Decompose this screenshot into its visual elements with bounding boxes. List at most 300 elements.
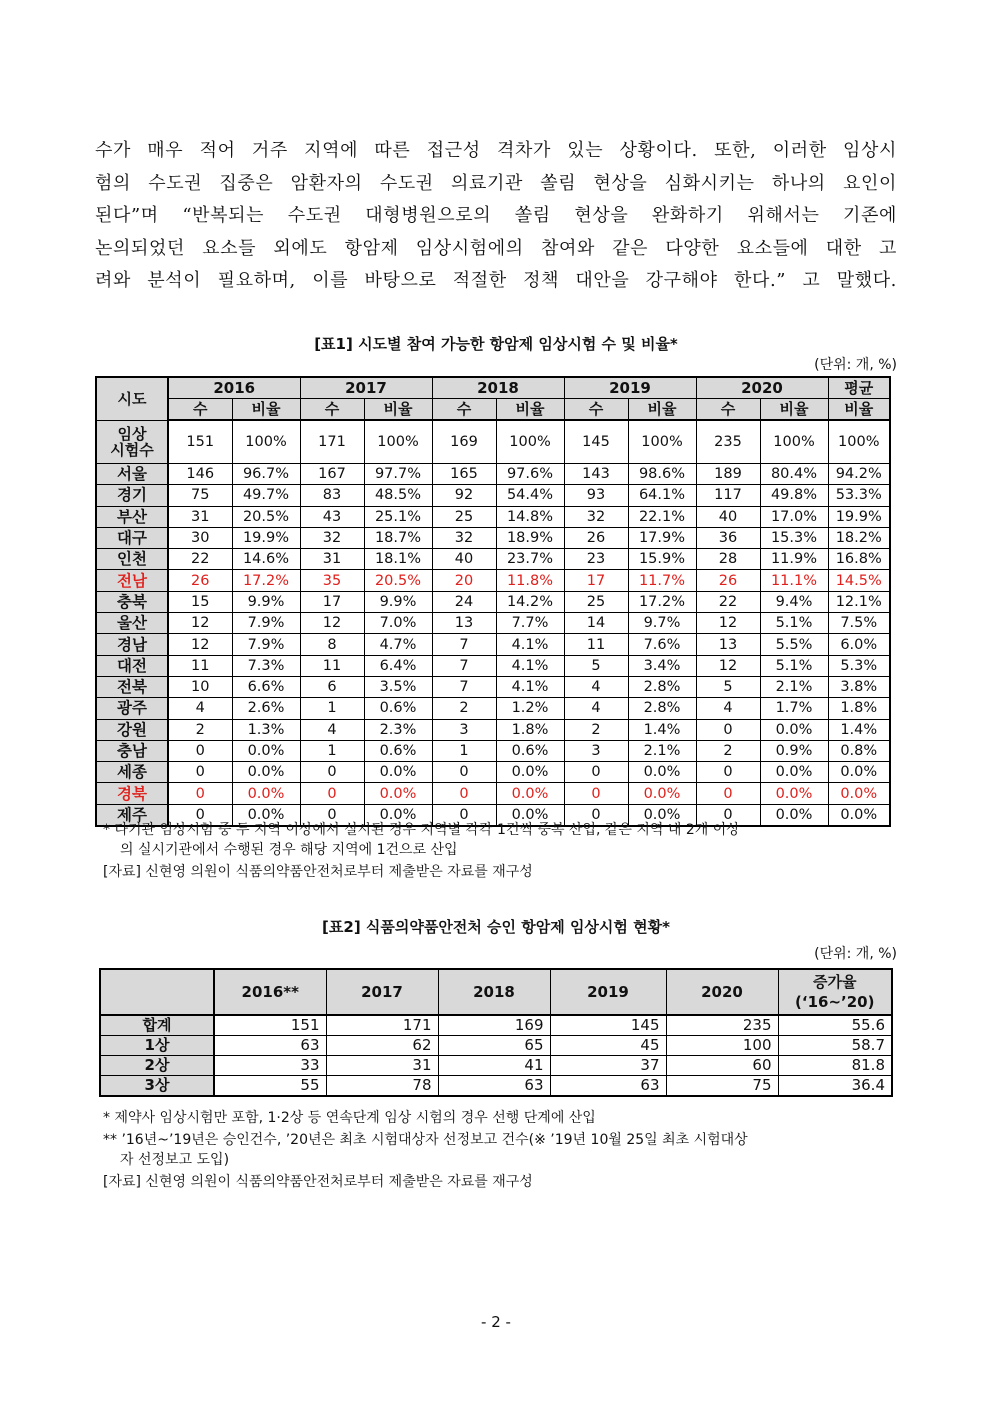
- paragraph-line: 수가 매우 적어 거주 지역에 따른 접근성 격차가 있는 상황이다. 또한, 이러한 임상시: [95, 140, 897, 161]
- cell: 6.4%: [364, 655, 432, 676]
- cell: 64.1%: [628, 485, 696, 506]
- cell: 6.6%: [232, 676, 300, 697]
- cell: 22: [696, 591, 760, 612]
- growth-rate-header: 증가율 (‘16~’20): [778, 969, 892, 1015]
- cell: 4: [300, 719, 364, 740]
- year-header: 2020: [666, 969, 778, 1015]
- cell: 0.0%: [828, 783, 890, 804]
- cell: 0: [696, 762, 760, 783]
- count-subheader: 수: [564, 399, 628, 421]
- cell: 9.4%: [760, 591, 828, 612]
- cell: 18.9%: [496, 527, 564, 548]
- cell: 14.2%: [496, 591, 564, 612]
- cell: 0.0%: [232, 762, 300, 783]
- cell: 11: [564, 634, 628, 655]
- cell: 17.2%: [628, 591, 696, 612]
- cell: 0.0%: [496, 762, 564, 783]
- table-row: [100, 1015, 892, 1036]
- table-row: [96, 762, 890, 783]
- cell: 3: [564, 740, 628, 761]
- table2-source: [자료] 신현영 의원이 식품의약품안전처로부터 제출받은 자료를 재구성: [103, 1174, 533, 1190]
- cell: 26: [564, 527, 628, 548]
- row-label: 경기: [96, 485, 168, 506]
- ratio-subheader: 비율: [628, 399, 696, 421]
- cell: 31: [326, 1056, 438, 1076]
- cell: 0.0%: [760, 762, 828, 783]
- cell: 1.3%: [232, 719, 300, 740]
- cell: 0.0%: [232, 783, 300, 804]
- row-label: 합계: [100, 1015, 214, 1036]
- table-row: [96, 719, 890, 740]
- cell: 43: [300, 506, 364, 527]
- cell: 0.0%: [760, 804, 828, 826]
- cell: 0: [168, 740, 232, 761]
- cell: 167: [300, 464, 364, 485]
- cell: 49.7%: [232, 485, 300, 506]
- cell: 7.9%: [232, 634, 300, 655]
- table1-note: * 다기관 임상시험 중 두 지역 이상에서 실시된 경우 지역별 각각 1건씩 중복 산입, 같은 지역 내 2개 이상: [103, 822, 740, 838]
- row-label: 대전: [96, 655, 168, 676]
- table2-header-row: [100, 969, 892, 1015]
- cell: 1: [300, 698, 364, 719]
- cell: 0: [696, 783, 760, 804]
- table1-source: [자료] 신현영 의원이 식품의약품안전처로부터 제출받은 자료를 재구성: [103, 864, 533, 880]
- cell: 0: [432, 762, 496, 783]
- cell: 9.9%: [364, 591, 432, 612]
- cell: 0.6%: [496, 740, 564, 761]
- cell: 151: [168, 420, 232, 464]
- cell: 143: [564, 464, 628, 485]
- cell: 14.8%: [496, 506, 564, 527]
- ratio-subheader: 비율: [364, 399, 432, 421]
- cell: 15: [168, 591, 232, 612]
- table-row: [96, 676, 890, 697]
- cell: 7.5%: [828, 613, 890, 634]
- table-row: [96, 634, 890, 655]
- cell: 16.8%: [828, 549, 890, 570]
- cell: 4.1%: [496, 676, 564, 697]
- avg-header: 평균: [828, 377, 890, 399]
- cell: 189: [696, 464, 760, 485]
- cell: 93: [564, 485, 628, 506]
- cell: 18.1%: [364, 549, 432, 570]
- cell: 33: [214, 1056, 326, 1076]
- cell: 0.0%: [760, 783, 828, 804]
- cell: 78: [326, 1076, 438, 1097]
- cell: 0.0%: [232, 804, 300, 826]
- cell: 49.8%: [760, 485, 828, 506]
- cell: 3.8%: [828, 676, 890, 697]
- table1-subheader-row: [96, 399, 890, 421]
- cell: 13: [696, 634, 760, 655]
- row-label: 임상 시험수: [96, 420, 168, 464]
- table-row: [96, 698, 890, 719]
- cell: 2: [168, 719, 232, 740]
- table-row: [96, 527, 890, 548]
- cell: 98.6%: [628, 464, 696, 485]
- cell: 0.0%: [828, 804, 890, 826]
- cell: 169: [438, 1015, 550, 1036]
- cell: 17.9%: [628, 527, 696, 548]
- cell: 12: [696, 655, 760, 676]
- cell: 0.0%: [496, 783, 564, 804]
- row-label: 전남: [96, 570, 168, 591]
- table-row: [96, 420, 890, 464]
- table1-unit: (단위: 개, %): [814, 357, 897, 373]
- cell: 6.0%: [828, 634, 890, 655]
- cell: 7.7%: [496, 613, 564, 634]
- cell: 0.0%: [232, 740, 300, 761]
- cell: 15.3%: [760, 527, 828, 548]
- table-row: [96, 783, 890, 804]
- cell: 3.5%: [364, 676, 432, 697]
- table2-title: [표2] 식품의약품안전처 승인 항암제 임상시험 현황*: [322, 918, 670, 936]
- cell: 36: [696, 527, 760, 548]
- table-row: [96, 613, 890, 634]
- table1-body: [96, 420, 890, 826]
- row-label: 인천: [96, 549, 168, 570]
- cell: 5.1%: [760, 655, 828, 676]
- cell: 171: [326, 1015, 438, 1036]
- cell: 6: [300, 676, 364, 697]
- cell: 2.8%: [628, 698, 696, 719]
- table-row: [100, 1076, 892, 1097]
- cell: 58.7: [778, 1036, 892, 1056]
- cell: 0.9%: [760, 740, 828, 761]
- cell: 12: [168, 634, 232, 655]
- ratio-subheader: 비율: [760, 399, 828, 421]
- table-row: [96, 464, 890, 485]
- cell: 97.7%: [364, 464, 432, 485]
- year-header: 2019: [564, 377, 696, 399]
- cell: 151: [214, 1015, 326, 1036]
- table-row: [100, 1036, 892, 1056]
- cell: 60: [666, 1056, 778, 1076]
- row-label: 세종: [96, 762, 168, 783]
- cell: 35: [300, 570, 364, 591]
- cell: 0: [168, 804, 232, 826]
- cell: 0: [300, 762, 364, 783]
- cell: 0: [564, 804, 628, 826]
- cell: 4: [564, 676, 628, 697]
- paragraph-line: 된다”며 “반복되는 수도권 대형병원으로의 쏠림 현상을 완화하기 위해서는 기존에: [95, 205, 897, 227]
- row-label: 제주: [96, 804, 168, 826]
- cell: 1: [432, 740, 496, 761]
- table2-note: * 제약사 임상시험만 포함, 1·2상 등 연속단계 임상 시험의 경우 선행 단계에 산입: [103, 1110, 596, 1126]
- table1-corner: 시도: [96, 377, 168, 420]
- cell: 12: [300, 613, 364, 634]
- cell: 169: [432, 420, 496, 464]
- row-label: 경남: [96, 634, 168, 655]
- table2-note2: ** ’16년~’19년은 승인건수, ’20년은 최초 시험대상자 선정보고 건수(※ ’19년 10월 25일 최초 시험대상: [103, 1132, 748, 1148]
- table1-title: [표1] 시도별 참여 가능한 항암제 임상시험 수 및 비율*: [314, 335, 678, 353]
- table-row: [96, 740, 890, 761]
- cell: 96.7%: [232, 464, 300, 485]
- cell: 146: [168, 464, 232, 485]
- row-label: 1상: [100, 1036, 214, 1056]
- cell: 55.6: [778, 1015, 892, 1036]
- cell: 12: [696, 613, 760, 634]
- cell: 75: [666, 1076, 778, 1097]
- cell: 3: [432, 719, 496, 740]
- cell: 0: [432, 804, 496, 826]
- cell: 92: [432, 485, 496, 506]
- ratio-subheader: 비율: [496, 399, 564, 421]
- row-label: 강원: [96, 719, 168, 740]
- avg-ratio-subheader: 비율: [828, 399, 890, 421]
- cell: 7.0%: [364, 613, 432, 634]
- cell: 9.7%: [628, 613, 696, 634]
- cell: 45: [550, 1036, 666, 1056]
- cell: 10: [168, 676, 232, 697]
- cell: 36.4: [778, 1076, 892, 1097]
- cell: 2.6%: [232, 698, 300, 719]
- table2-note2-cont: 자 선정보고 도입): [120, 1152, 230, 1168]
- cell: 18.2%: [828, 527, 890, 548]
- row-label: 서울: [96, 464, 168, 485]
- cell: 1.4%: [628, 719, 696, 740]
- cell: 5: [564, 655, 628, 676]
- cell: 25: [564, 591, 628, 612]
- cell: 2.3%: [364, 719, 432, 740]
- cell: 18.7%: [364, 527, 432, 548]
- cell: 17: [300, 591, 364, 612]
- cell: 20.5%: [364, 570, 432, 591]
- table-row: [96, 549, 890, 570]
- cell: 5: [696, 676, 760, 697]
- row-label: 충북: [96, 591, 168, 612]
- table1: [95, 376, 891, 827]
- row-label: 2상: [100, 1056, 214, 1076]
- cell: 11.7%: [628, 570, 696, 591]
- cell: 9.9%: [232, 591, 300, 612]
- paragraph-line: 험의 수도권 집중은 암환자의 수도권 의료기관 쏠림 현상을 심화시키는 하나의 요인이: [95, 172, 897, 194]
- cell: 2: [696, 740, 760, 761]
- cell: 3.4%: [628, 655, 696, 676]
- table-row: [96, 570, 890, 591]
- cell: 0.0%: [364, 762, 432, 783]
- row-label: 3상: [100, 1076, 214, 1097]
- cell: 0.0%: [496, 804, 564, 826]
- cell: 171: [300, 420, 364, 464]
- cell: 19.9%: [828, 506, 890, 527]
- cell: 31: [168, 506, 232, 527]
- cell: 7: [432, 634, 496, 655]
- cell: 1.7%: [760, 698, 828, 719]
- cell: 26: [168, 570, 232, 591]
- cell: 11.8%: [496, 570, 564, 591]
- cell: 81.8: [778, 1056, 892, 1076]
- table-row: [100, 1056, 892, 1076]
- cell: 4: [696, 698, 760, 719]
- year-header: 2019: [550, 969, 666, 1015]
- cell: 7.3%: [232, 655, 300, 676]
- count-subheader: 수: [432, 399, 496, 421]
- cell: 14.6%: [232, 549, 300, 570]
- cell: 0.6%: [364, 698, 432, 719]
- cell: 100%: [628, 420, 696, 464]
- row-label: 부산: [96, 506, 168, 527]
- cell: 55: [214, 1076, 326, 1097]
- cell: 7.6%: [628, 634, 696, 655]
- year-header: 2016**: [214, 969, 326, 1015]
- cell: 145: [564, 420, 628, 464]
- cell: 5.5%: [760, 634, 828, 655]
- row-label: 충남: [96, 740, 168, 761]
- cell: 2.1%: [760, 676, 828, 697]
- cell: 15.9%: [628, 549, 696, 570]
- cell: 12: [168, 613, 232, 634]
- cell: 83: [300, 485, 364, 506]
- paragraph-line: 려와 분석이 필요하며, 이를 바탕으로 적절한 정책 대안을 강구해야 한다.” 고 말했다.: [95, 270, 897, 292]
- cell: 23: [564, 549, 628, 570]
- cell: 117: [696, 485, 760, 506]
- cell: 2: [432, 698, 496, 719]
- cell: 97.6%: [496, 464, 564, 485]
- cell: 32: [432, 527, 496, 548]
- year-header: 2016: [168, 377, 300, 399]
- table-row: [96, 655, 890, 676]
- row-label: 경북: [96, 783, 168, 804]
- cell: 4: [168, 698, 232, 719]
- cell: 13: [432, 613, 496, 634]
- cell: 145: [550, 1015, 666, 1036]
- row-label: 대구: [96, 527, 168, 548]
- cell: 0.0%: [828, 762, 890, 783]
- year-header: 2018: [432, 377, 564, 399]
- page-number: - 2 -: [481, 1313, 511, 1331]
- cell: 0.6%: [364, 740, 432, 761]
- cell: 2: [564, 719, 628, 740]
- cell: 11: [168, 655, 232, 676]
- cell: 2.1%: [628, 740, 696, 761]
- cell: 65: [438, 1036, 550, 1056]
- table1-note-cont: 의 실시기관에서 수행된 경우 해당 지역에 1건으로 산입: [120, 842, 458, 858]
- cell: 22: [168, 549, 232, 570]
- ratio-subheader: 비율: [232, 399, 300, 421]
- cell: 0.0%: [628, 762, 696, 783]
- cell: 0: [300, 804, 364, 826]
- cell: 62: [326, 1036, 438, 1056]
- cell: 23.7%: [496, 549, 564, 570]
- cell: 100%: [232, 420, 300, 464]
- cell: 32: [300, 527, 364, 548]
- cell: 0.0%: [364, 783, 432, 804]
- cell: 100%: [828, 420, 890, 464]
- cell: 0: [168, 783, 232, 804]
- cell: 94.2%: [828, 464, 890, 485]
- cell: 17.0%: [760, 506, 828, 527]
- year-header: 2020: [696, 377, 828, 399]
- cell: 63: [438, 1076, 550, 1097]
- table2-body: [100, 1015, 892, 1096]
- cell: 14.5%: [828, 570, 890, 591]
- cell: 235: [696, 420, 760, 464]
- cell: 40: [432, 549, 496, 570]
- cell: 0.8%: [828, 740, 890, 761]
- year-header: 2018: [438, 969, 550, 1015]
- cell: 1.2%: [496, 698, 564, 719]
- cell: 7: [432, 655, 496, 676]
- count-subheader: 수: [300, 399, 364, 421]
- cell: 20: [432, 570, 496, 591]
- count-subheader: 수: [168, 399, 232, 421]
- cell: 75: [168, 485, 232, 506]
- table-row: [96, 485, 890, 506]
- cell: 2.8%: [628, 676, 696, 697]
- cell: 20.5%: [232, 506, 300, 527]
- cell: 1.8%: [496, 719, 564, 740]
- cell: 17: [564, 570, 628, 591]
- cell: 14: [564, 613, 628, 634]
- paragraph-line: 논의되었던 요소들 외에도 항암제 임상시험에의 참여와 같은 다양한 요소들에 대한 고: [95, 237, 897, 259]
- cell: 0.0%: [364, 804, 432, 826]
- cell: 25: [432, 506, 496, 527]
- cell: 100%: [496, 420, 564, 464]
- cell: 53.3%: [828, 485, 890, 506]
- body-paragraph: [95, 135, 897, 298]
- cell: 0: [696, 719, 760, 740]
- cell: 48.5%: [364, 485, 432, 506]
- cell: 0: [432, 783, 496, 804]
- cell: 0: [300, 783, 364, 804]
- cell: 1: [300, 740, 364, 761]
- cell: 0: [564, 762, 628, 783]
- year-header: 2017: [300, 377, 432, 399]
- cell: 12.1%: [828, 591, 890, 612]
- cell: 5.3%: [828, 655, 890, 676]
- cell: 0: [168, 762, 232, 783]
- cell: 235: [666, 1015, 778, 1036]
- cell: 63: [550, 1076, 666, 1097]
- row-label: 울산: [96, 613, 168, 634]
- cell: 17.2%: [232, 570, 300, 591]
- cell: 41: [438, 1056, 550, 1076]
- cell: 22.1%: [628, 506, 696, 527]
- cell: 30: [168, 527, 232, 548]
- cell: 4.1%: [496, 634, 564, 655]
- cell: 24: [432, 591, 496, 612]
- cell: 7: [432, 676, 496, 697]
- cell: 0.0%: [628, 804, 696, 826]
- table2: [99, 968, 893, 1097]
- cell: 19.9%: [232, 527, 300, 548]
- cell: 0.0%: [760, 719, 828, 740]
- cell: 11: [300, 655, 364, 676]
- row-label: 광주: [96, 698, 168, 719]
- cell: 0.0%: [628, 783, 696, 804]
- cell: 25.1%: [364, 506, 432, 527]
- cell: 100%: [364, 420, 432, 464]
- cell: 8: [300, 634, 364, 655]
- row-label: 전북: [96, 676, 168, 697]
- cell: 11.1%: [760, 570, 828, 591]
- cell: 100: [666, 1036, 778, 1056]
- table1-header-row: [96, 377, 890, 399]
- year-header: 2017: [326, 969, 438, 1015]
- cell: 54.4%: [496, 485, 564, 506]
- cell: 31: [300, 549, 364, 570]
- cell: 4.1%: [496, 655, 564, 676]
- table-row: [96, 506, 890, 527]
- cell: 4: [564, 698, 628, 719]
- cell: 28: [696, 549, 760, 570]
- cell: 1.8%: [828, 698, 890, 719]
- cell: 37: [550, 1056, 666, 1076]
- cell: 165: [432, 464, 496, 485]
- table2-corner: [100, 969, 214, 1015]
- cell: 11.9%: [760, 549, 828, 570]
